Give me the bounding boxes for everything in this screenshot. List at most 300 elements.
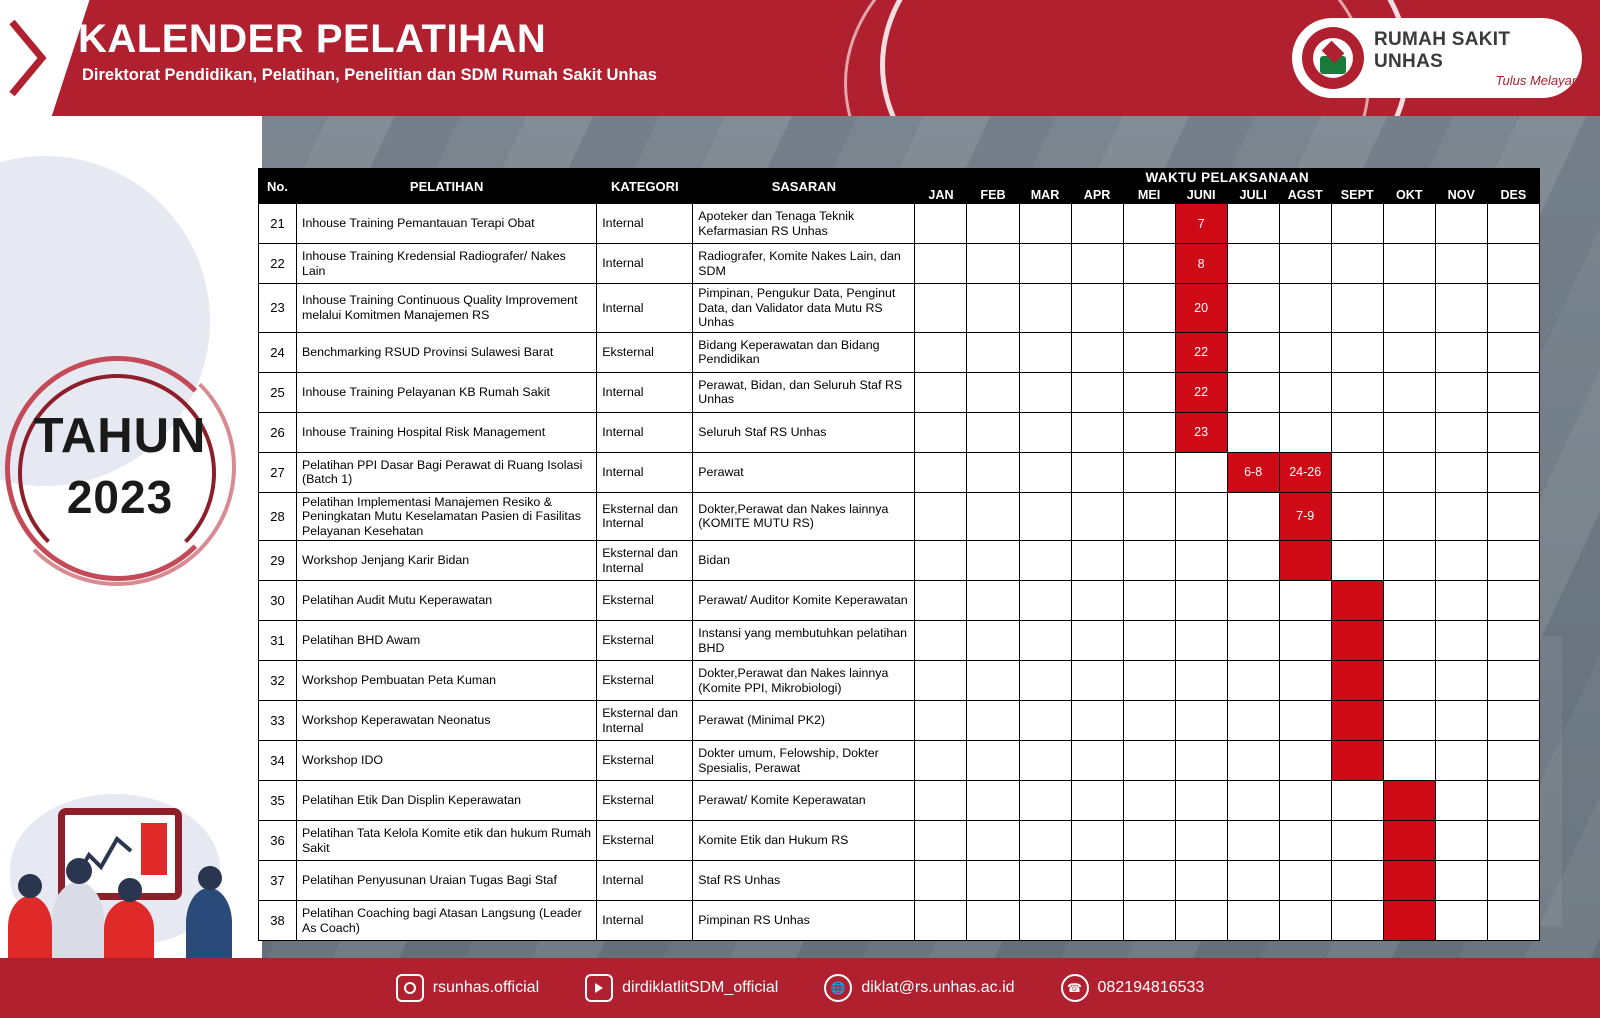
cell-pelatihan: Pelatihan Etik Dan Displin Keperawatan bbox=[297, 781, 597, 821]
cell-pelatihan: Workshop Jenjang Karir Bidan bbox=[297, 541, 597, 581]
hospital-logo-text bbox=[1374, 29, 1582, 88]
cell-month-sept bbox=[1331, 492, 1383, 541]
cell-month-mar bbox=[1019, 781, 1071, 821]
phone-number: 082194816533 bbox=[1097, 979, 1205, 996]
cell-month-mar bbox=[1019, 661, 1071, 701]
instagram-handle: rsunhas.official bbox=[432, 979, 540, 996]
cell-month-sept bbox=[1331, 581, 1383, 621]
table-row bbox=[259, 372, 1540, 412]
cell-month-des bbox=[1487, 332, 1539, 372]
cell-month-okt bbox=[1383, 452, 1435, 492]
cell-month-agst bbox=[1279, 581, 1331, 621]
cell-month-feb bbox=[967, 861, 1019, 901]
col-header-waktu-pelaksanaan: WAKTU PELAKSANAAN bbox=[915, 169, 1540, 187]
cell-month-agst bbox=[1279, 901, 1331, 941]
cell-no: 29 bbox=[259, 541, 297, 581]
cell-pelatihan: Workshop IDO bbox=[297, 741, 597, 781]
cell-month-feb bbox=[967, 492, 1019, 541]
cell-month-agst bbox=[1279, 332, 1331, 372]
cell-month-sept bbox=[1331, 452, 1383, 492]
cell-month-nov bbox=[1435, 901, 1487, 941]
cell-sasaran: Pimpinan, Pengukur Data, Penginut Data, dan Validator data Mutu RS Unhas bbox=[693, 284, 915, 333]
cell-month-juli bbox=[1227, 541, 1279, 581]
cell-no: 28 bbox=[259, 492, 297, 541]
cell-month-mei bbox=[1123, 621, 1175, 661]
cell-pelatihan: Inhouse Training Continuous Quality Improvement melalui Komitmen Manajemen RS bbox=[297, 284, 597, 333]
cell-month-apr bbox=[1071, 661, 1123, 701]
cell-sasaran: Perawat/ Auditor Komite Keperawatan bbox=[693, 581, 915, 621]
cell-month-juni: 8 bbox=[1175, 244, 1227, 284]
col-header-month-apr: APR bbox=[1071, 187, 1123, 204]
youtube-handle: dirdiklatlitSDM_official bbox=[622, 979, 779, 996]
cell-month-sept bbox=[1331, 621, 1383, 661]
cell-month-sept bbox=[1331, 701, 1383, 741]
cell-month-jan bbox=[915, 661, 967, 701]
table-row bbox=[259, 741, 1540, 781]
cell-no: 34 bbox=[259, 741, 297, 781]
cell-sasaran: Dokter,Perawat dan Nakes lainnya (KOMITE MUTU RS) bbox=[693, 492, 915, 541]
cell-month-des bbox=[1487, 581, 1539, 621]
cell-month-sept bbox=[1331, 741, 1383, 781]
cell-month-juli bbox=[1227, 861, 1279, 901]
cell-month-des bbox=[1487, 741, 1539, 781]
cell-month-sept bbox=[1331, 412, 1383, 452]
cell-month-agst bbox=[1279, 412, 1331, 452]
cell-month-okt bbox=[1383, 412, 1435, 452]
cell-month-agst bbox=[1279, 821, 1331, 861]
cell-sasaran: Apoteker dan Tenaga Teknik Kefarmasian RS Unhas bbox=[693, 204, 915, 244]
youtube-icon bbox=[585, 974, 613, 1002]
cell-no: 25 bbox=[259, 372, 297, 412]
cell-month-juli bbox=[1227, 284, 1279, 333]
cell-sasaran: Perawat bbox=[693, 452, 915, 492]
cell-month-nov bbox=[1435, 332, 1487, 372]
cell-pelatihan: Pelatihan PPI Dasar Bagi Perawat di Ruang Isolasi (Batch 1) bbox=[297, 452, 597, 492]
cell-month-sept bbox=[1331, 661, 1383, 701]
table-row bbox=[259, 452, 1540, 492]
table-row bbox=[259, 821, 1540, 861]
cell-month-apr bbox=[1071, 492, 1123, 541]
cell-month-juli bbox=[1227, 621, 1279, 661]
globe-icon: 🌐 bbox=[824, 974, 852, 1002]
cell-month-mei bbox=[1123, 821, 1175, 861]
cell-month-des bbox=[1487, 372, 1539, 412]
training-calendar-table bbox=[258, 168, 1540, 941]
person-figure bbox=[8, 896, 52, 958]
cell-month-feb bbox=[967, 452, 1019, 492]
cell-month-feb bbox=[967, 701, 1019, 741]
page-title: KALENDER PELATIHAN bbox=[78, 17, 547, 61]
person-figure bbox=[52, 882, 104, 958]
cell-month-mei bbox=[1123, 741, 1175, 781]
cell-month-juni bbox=[1175, 741, 1227, 781]
cell-month-nov bbox=[1435, 412, 1487, 452]
cell-month-juni bbox=[1175, 781, 1227, 821]
cell-month-sept bbox=[1331, 244, 1383, 284]
cell-month-mei bbox=[1123, 581, 1175, 621]
cell-no: 27 bbox=[259, 452, 297, 492]
cell-month-apr bbox=[1071, 741, 1123, 781]
cell-kategori: Internal bbox=[597, 861, 693, 901]
cell-month-juli bbox=[1227, 372, 1279, 412]
cell-month-sept bbox=[1331, 541, 1383, 581]
cell-month-apr bbox=[1071, 332, 1123, 372]
cell-month-juli bbox=[1227, 821, 1279, 861]
cell-month-agst bbox=[1279, 541, 1331, 581]
cell-kategori: Eksternal dan Internal bbox=[597, 492, 693, 541]
cell-month-juli: 6-8 bbox=[1227, 452, 1279, 492]
col-header-month-agst: AGST bbox=[1279, 187, 1331, 204]
cell-month-agst: 24-26 bbox=[1279, 452, 1331, 492]
cell-month-apr bbox=[1071, 541, 1123, 581]
table-row bbox=[259, 332, 1540, 372]
cell-month-juni bbox=[1175, 492, 1227, 541]
cell-month-mei bbox=[1123, 861, 1175, 901]
cell-month-agst bbox=[1279, 621, 1331, 661]
cell-month-apr bbox=[1071, 244, 1123, 284]
cell-month-feb bbox=[967, 901, 1019, 941]
cell-kategori: Eksternal dan Internal bbox=[597, 701, 693, 741]
cell-no: 32 bbox=[259, 661, 297, 701]
cell-pelatihan: Workshop Pembuatan Peta Kuman bbox=[297, 661, 597, 701]
cell-sasaran: Perawat (Minimal PK2) bbox=[693, 701, 915, 741]
cell-month-apr bbox=[1071, 861, 1123, 901]
cell-month-apr bbox=[1071, 901, 1123, 941]
cell-month-nov bbox=[1435, 661, 1487, 701]
cell-month-apr bbox=[1071, 781, 1123, 821]
cell-pelatihan: Pelatihan Implementasi Manajemen Resiko & Peningkatan Mutu Keselamatan Pasien di Fasilitas Pelayanan Kesehatan bbox=[297, 492, 597, 541]
cell-kategori: Internal bbox=[597, 901, 693, 941]
cell-no: 21 bbox=[259, 204, 297, 244]
cell-month-jan bbox=[915, 372, 967, 412]
cell-month-okt bbox=[1383, 661, 1435, 701]
cell-month-feb bbox=[967, 581, 1019, 621]
cell-month-juli bbox=[1227, 412, 1279, 452]
cell-no: 23 bbox=[259, 284, 297, 333]
cell-month-jan bbox=[915, 581, 967, 621]
hospital-tagline: Tulus Melayani bbox=[1495, 72, 1582, 88]
cell-month-feb bbox=[967, 284, 1019, 333]
cell-month-agst bbox=[1279, 244, 1331, 284]
cell-month-juni bbox=[1175, 821, 1227, 861]
table-row bbox=[259, 284, 1540, 333]
cell-month-nov bbox=[1435, 821, 1487, 861]
cell-pelatihan: Inhouse Training Hospital Risk Management bbox=[297, 412, 597, 452]
cell-pelatihan: Pelatihan Tata Kelola Komite etik dan hukum Rumah Sakit bbox=[297, 821, 597, 861]
year-value: 2023 bbox=[66, 471, 174, 523]
cell-month-nov bbox=[1435, 452, 1487, 492]
cell-month-juni bbox=[1175, 581, 1227, 621]
page-subtitle: Direktorat Pendidikan, Pelatihan, Penelitian dan SDM Rumah Sakit Unhas bbox=[82, 66, 657, 84]
table-row bbox=[259, 581, 1540, 621]
page-header bbox=[0, 0, 1600, 116]
cell-kategori: Internal bbox=[597, 412, 693, 452]
cell-month-des bbox=[1487, 412, 1539, 452]
table-row bbox=[259, 412, 1540, 452]
cell-month-apr bbox=[1071, 581, 1123, 621]
cell-month-mei bbox=[1123, 372, 1175, 412]
cell-month-jan bbox=[915, 244, 967, 284]
cell-month-mar bbox=[1019, 244, 1071, 284]
cell-sasaran: Perawat, Bidan, dan Seluruh Staf RS Unhas bbox=[693, 372, 915, 412]
table-row bbox=[259, 701, 1540, 741]
cell-pelatihan: Pelatihan Coaching bagi Atasan Langsung (Leader As Coach) bbox=[297, 901, 597, 941]
col-header-kategori: KATEGORI bbox=[597, 169, 693, 204]
cell-month-mar bbox=[1019, 901, 1071, 941]
cell-month-feb bbox=[967, 661, 1019, 701]
cell-month-mar bbox=[1019, 332, 1071, 372]
col-header-month-jan: JAN bbox=[915, 187, 967, 204]
cell-sasaran: Radiografer, Komite Nakes Lain, dan SDM bbox=[693, 244, 915, 284]
cell-pelatihan: Benchmarking RSUD Provinsi Sulawesi Barat bbox=[297, 332, 597, 372]
table-row bbox=[259, 861, 1540, 901]
cell-sasaran: Pimpinan RS Unhas bbox=[693, 901, 915, 941]
cell-month-okt bbox=[1383, 332, 1435, 372]
cell-month-jan bbox=[915, 204, 967, 244]
cell-month-sept bbox=[1331, 821, 1383, 861]
cell-month-nov bbox=[1435, 581, 1487, 621]
cell-month-mei bbox=[1123, 332, 1175, 372]
cell-month-okt bbox=[1383, 701, 1435, 741]
cell-month-juni: 20 bbox=[1175, 284, 1227, 333]
cell-pelatihan: Pelatihan Penyusunan Uraian Tugas Bagi Staf bbox=[297, 861, 597, 901]
cell-pelatihan: Pelatihan Audit Mutu Keperawatan bbox=[297, 581, 597, 621]
cell-kategori: Eksternal bbox=[597, 821, 693, 861]
cell-month-agst bbox=[1279, 861, 1331, 901]
cell-kategori: Internal bbox=[597, 204, 693, 244]
cell-month-mei bbox=[1123, 541, 1175, 581]
cell-month-okt bbox=[1383, 541, 1435, 581]
footer-website[interactable] bbox=[824, 974, 1014, 1002]
year-label: TAHUN bbox=[33, 409, 207, 463]
cell-month-mar bbox=[1019, 861, 1071, 901]
cell-sasaran: Dokter umum, Felowship, Dokter Spesialis, Perawat bbox=[693, 741, 915, 781]
cell-kategori: Eksternal bbox=[597, 621, 693, 661]
cell-month-feb bbox=[967, 332, 1019, 372]
cell-kategori: Eksternal bbox=[597, 741, 693, 781]
footer-phone[interactable] bbox=[1061, 974, 1205, 1002]
page-footer bbox=[0, 958, 1600, 1018]
cell-month-mar bbox=[1019, 701, 1071, 741]
cell-pelatihan: Inhouse Training Kredensial Radiografer/ Nakes Lain bbox=[297, 244, 597, 284]
person-figure bbox=[104, 900, 154, 958]
table-row bbox=[259, 541, 1540, 581]
cell-month-des bbox=[1487, 661, 1539, 701]
cell-month-mar bbox=[1019, 412, 1071, 452]
cell-sasaran: Bidan bbox=[693, 541, 915, 581]
table-row bbox=[259, 492, 1540, 541]
cell-month-des bbox=[1487, 781, 1539, 821]
col-header-pelatihan: PELATIHAN bbox=[297, 169, 597, 204]
cell-month-des bbox=[1487, 621, 1539, 661]
cell-no: 35 bbox=[259, 781, 297, 821]
cell-month-apr bbox=[1071, 284, 1123, 333]
cell-month-jan bbox=[915, 621, 967, 661]
col-header-month-juli: JULI bbox=[1227, 187, 1279, 204]
cell-month-jan bbox=[915, 781, 967, 821]
cell-month-jan bbox=[915, 452, 967, 492]
col-header-month-mei: MEI bbox=[1123, 187, 1175, 204]
cell-sasaran: Bidang Keperawatan dan Bidang Pendidikan bbox=[693, 332, 915, 372]
cell-month-des bbox=[1487, 244, 1539, 284]
cell-month-juni bbox=[1175, 541, 1227, 581]
footer-instagram[interactable] bbox=[396, 974, 539, 1002]
cell-month-mar bbox=[1019, 452, 1071, 492]
cell-month-juni: 22 bbox=[1175, 372, 1227, 412]
cell-month-juli bbox=[1227, 741, 1279, 781]
cell-month-jan bbox=[915, 332, 967, 372]
hospital-logo bbox=[1292, 18, 1582, 98]
cell-no: 33 bbox=[259, 701, 297, 741]
cell-month-okt bbox=[1383, 781, 1435, 821]
cell-month-sept bbox=[1331, 284, 1383, 333]
cell-month-mei bbox=[1123, 452, 1175, 492]
cell-month-mar bbox=[1019, 741, 1071, 781]
cell-month-juli bbox=[1227, 332, 1279, 372]
cell-month-des bbox=[1487, 541, 1539, 581]
cell-month-feb bbox=[967, 541, 1019, 581]
cell-month-mei bbox=[1123, 412, 1175, 452]
cell-month-mar bbox=[1019, 284, 1071, 333]
col-header-no: No. bbox=[259, 169, 297, 204]
cell-pelatihan: Inhouse Training Pemantauan Terapi Obat bbox=[297, 204, 597, 244]
person-figure bbox=[186, 888, 232, 958]
col-header-month-mar: MAR bbox=[1019, 187, 1071, 204]
cell-month-feb bbox=[967, 244, 1019, 284]
cell-kategori: Eksternal bbox=[597, 581, 693, 621]
cell-month-des bbox=[1487, 492, 1539, 541]
cell-month-mei bbox=[1123, 492, 1175, 541]
cell-month-juli bbox=[1227, 661, 1279, 701]
cell-month-juli bbox=[1227, 701, 1279, 741]
cell-month-nov bbox=[1435, 204, 1487, 244]
cell-month-nov bbox=[1435, 741, 1487, 781]
phone-icon: ☎ bbox=[1061, 974, 1089, 1002]
cell-no: 24 bbox=[259, 332, 297, 372]
cell-month-okt bbox=[1383, 741, 1435, 781]
cell-month-juni: 7 bbox=[1175, 204, 1227, 244]
table-row bbox=[259, 781, 1540, 821]
cell-month-mar bbox=[1019, 204, 1071, 244]
table-row bbox=[259, 244, 1540, 284]
cell-month-agst bbox=[1279, 701, 1331, 741]
table-row bbox=[259, 901, 1540, 941]
cell-month-des bbox=[1487, 901, 1539, 941]
cell-month-agst bbox=[1279, 372, 1331, 412]
cell-month-mei bbox=[1123, 701, 1175, 741]
cell-month-juni bbox=[1175, 901, 1227, 941]
cell-month-des bbox=[1487, 821, 1539, 861]
col-header-month-des: DES bbox=[1487, 187, 1539, 204]
cell-sasaran: Staf RS Unhas bbox=[693, 861, 915, 901]
table-row bbox=[259, 621, 1540, 661]
cell-month-juli bbox=[1227, 204, 1279, 244]
cell-month-juni bbox=[1175, 452, 1227, 492]
cell-month-feb bbox=[967, 621, 1019, 661]
cell-pelatihan: Pelatihan BHD Awam bbox=[297, 621, 597, 661]
cell-month-juli bbox=[1227, 901, 1279, 941]
cell-kategori: Eksternal dan Internal bbox=[597, 541, 693, 581]
cell-month-juni bbox=[1175, 621, 1227, 661]
cell-kategori: Internal bbox=[597, 372, 693, 412]
cell-month-juli bbox=[1227, 244, 1279, 284]
cell-month-nov bbox=[1435, 284, 1487, 333]
cell-no: 31 bbox=[259, 621, 297, 661]
cell-sasaran: Komite Etik dan Hukum RS bbox=[693, 821, 915, 861]
header-title-block bbox=[78, 18, 657, 85]
year-block bbox=[20, 408, 220, 524]
hospital-logo-mark-icon bbox=[1302, 27, 1364, 89]
table-row bbox=[259, 204, 1540, 244]
cell-month-nov bbox=[1435, 701, 1487, 741]
cell-kategori: Eksternal bbox=[597, 661, 693, 701]
cell-month-sept bbox=[1331, 861, 1383, 901]
cell-month-des bbox=[1487, 452, 1539, 492]
col-header-sasaran: SASARAN bbox=[693, 169, 915, 204]
footer-youtube[interactable] bbox=[585, 974, 778, 1002]
cell-month-jan bbox=[915, 901, 967, 941]
cell-month-juni bbox=[1175, 861, 1227, 901]
cell-month-jan bbox=[915, 701, 967, 741]
cell-month-feb bbox=[967, 372, 1019, 412]
cell-no: 26 bbox=[259, 412, 297, 452]
cell-kategori: Eksternal bbox=[597, 781, 693, 821]
cell-month-okt bbox=[1383, 284, 1435, 333]
cell-month-nov bbox=[1435, 541, 1487, 581]
cell-month-feb bbox=[967, 821, 1019, 861]
cell-month-nov bbox=[1435, 861, 1487, 901]
cell-pelatihan: Workshop Keperawatan Neonatus bbox=[297, 701, 597, 741]
left-panel bbox=[0, 116, 262, 958]
cell-month-juni bbox=[1175, 701, 1227, 741]
cell-month-nov bbox=[1435, 244, 1487, 284]
cell-month-jan bbox=[915, 541, 967, 581]
cell-sasaran: Seluruh Staf RS Unhas bbox=[693, 412, 915, 452]
cell-no: 36 bbox=[259, 821, 297, 861]
cell-month-mei bbox=[1123, 284, 1175, 333]
cell-month-sept bbox=[1331, 204, 1383, 244]
cell-month-des bbox=[1487, 284, 1539, 333]
cell-month-mar bbox=[1019, 821, 1071, 861]
cell-month-sept bbox=[1331, 332, 1383, 372]
cell-month-mar bbox=[1019, 541, 1071, 581]
cell-month-okt bbox=[1383, 244, 1435, 284]
cell-month-juni: 23 bbox=[1175, 412, 1227, 452]
cell-month-des bbox=[1487, 861, 1539, 901]
cell-month-agst bbox=[1279, 661, 1331, 701]
cell-no: 22 bbox=[259, 244, 297, 284]
cell-month-agst bbox=[1279, 741, 1331, 781]
cell-sasaran: Instansi yang membutuhkan pelatihan BHD bbox=[693, 621, 915, 661]
cell-month-okt bbox=[1383, 821, 1435, 861]
cell-month-mei bbox=[1123, 781, 1175, 821]
cell-no: 30 bbox=[259, 581, 297, 621]
illustration bbox=[0, 758, 262, 958]
cell-month-okt bbox=[1383, 372, 1435, 412]
cell-month-apr bbox=[1071, 821, 1123, 861]
website-email: diklat@rs.unhas.ac.id bbox=[861, 979, 1015, 996]
cell-no: 37 bbox=[259, 861, 297, 901]
hospital-name: RUMAH SAKIT UNHAS bbox=[1374, 28, 1511, 72]
col-header-month-okt: OKT bbox=[1383, 187, 1435, 204]
cell-month-apr bbox=[1071, 372, 1123, 412]
cell-month-juli bbox=[1227, 492, 1279, 541]
cell-month-agst bbox=[1279, 284, 1331, 333]
cell-month-mei bbox=[1123, 661, 1175, 701]
chevron-right-icon bbox=[6, 16, 52, 100]
cell-month-feb bbox=[967, 781, 1019, 821]
cell-month-jan bbox=[915, 284, 967, 333]
